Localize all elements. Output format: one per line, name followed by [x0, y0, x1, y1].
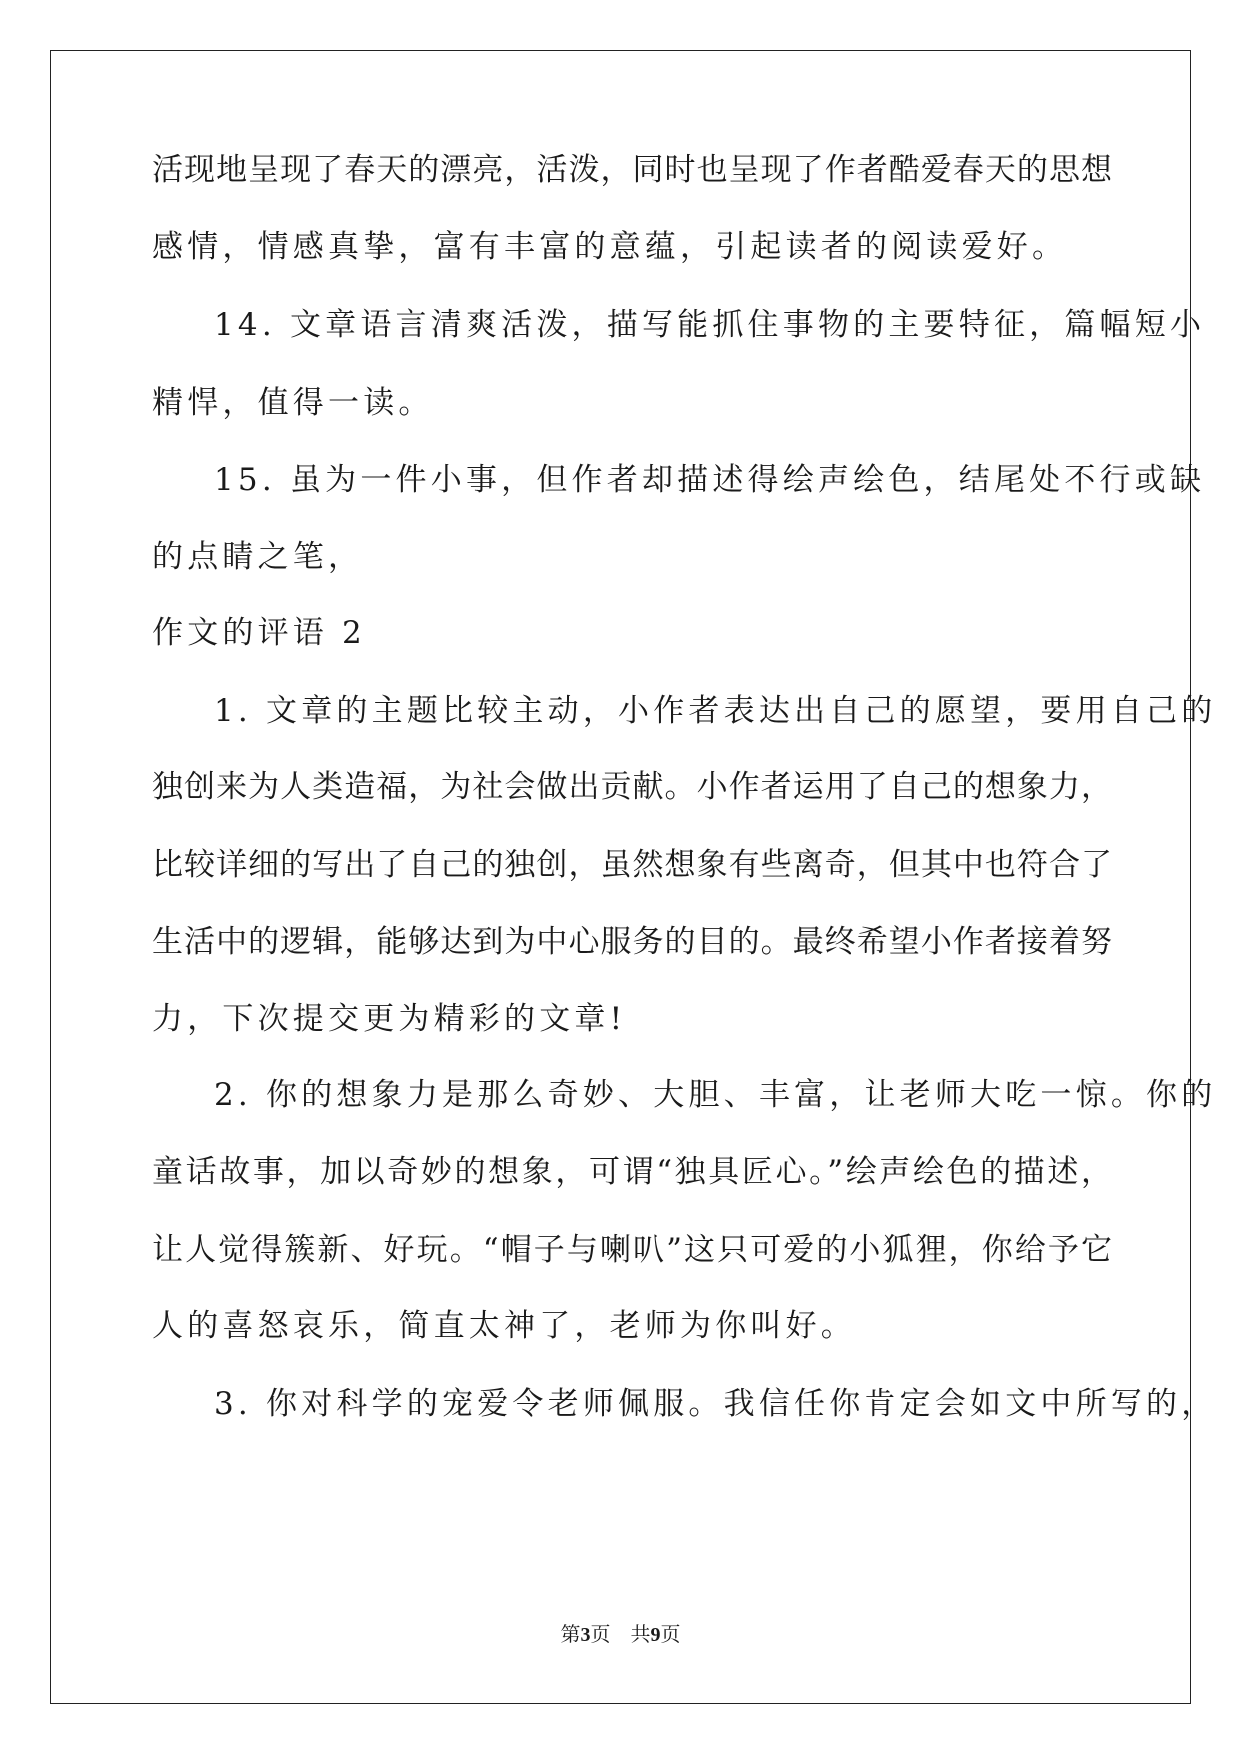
paragraph-line: 1. 文章的主题比较主动，小作者表达出自己的愿望，要用自己的	[214, 693, 1217, 729]
footer-prefix: 第	[560, 1622, 581, 1646]
paragraph-line: 生活中的逻辑，能够达到为中心服务的目的。最终希望小作者接着努	[152, 924, 1112, 960]
paragraph-line: 精悍，值得一读。	[152, 385, 434, 421]
paragraph-line: 3. 你对科学的宠爱令老师佩服。我信任你肯定会如文中所写的，	[214, 1386, 1217, 1422]
current-page-number: 3	[580, 1624, 591, 1646]
paragraph-line: 2. 你的想象力是那么奇妙、大胆、丰富，让老师大吃一惊。你的	[214, 1077, 1217, 1113]
footer-mid: 页 共	[590, 1622, 651, 1646]
paragraph-line: 童话故事，加以奇妙的想象，可谓“独具匠心。”绘声绘色的描述，	[152, 1154, 1112, 1190]
footer-suffix: 页	[660, 1622, 681, 1646]
total-page-number: 9	[650, 1624, 661, 1646]
paragraph-line: 14. 文章语言清爽活泼，描写能抓住事物的主要特征，篇幅短小	[214, 307, 1206, 343]
paragraph-line: 比较详细的写出了自己的独创，虽然想象有些离奇，但其中也符合了	[152, 847, 1112, 883]
section-heading: 作文的评语 2	[152, 615, 366, 651]
paragraph-line: 的点睛之笔，	[152, 539, 364, 575]
paragraph-line: 15. 虽为一件小事，但作者却描述得绘声绘色，结尾处不行或缺	[214, 462, 1206, 498]
paragraph-line: 活现地呈现了春天的漂亮，活泼，同时也呈现了作者酷爱春天的思想	[152, 152, 1112, 188]
paragraph-line: 感情，情感真挚，富有丰富的意蕴，引起读者的阅读爱好。	[152, 229, 1068, 265]
paragraph-line: 让人觉得簇新、好玩。“帽子与喇叭”这只可爱的小狐狸，你给予它	[152, 1232, 1112, 1268]
paragraph-line: 独创来为人类造福，为社会做出贡献。小作者运用了自己的想象力，	[152, 769, 1112, 805]
paragraph-line: 人的喜怒哀乐，简直太神了，老师为你叫好。	[152, 1308, 856, 1344]
page-footer	[0, 1622, 1241, 1647]
paragraph-line: 力，下次提交更为精彩的文章!	[152, 1001, 627, 1037]
